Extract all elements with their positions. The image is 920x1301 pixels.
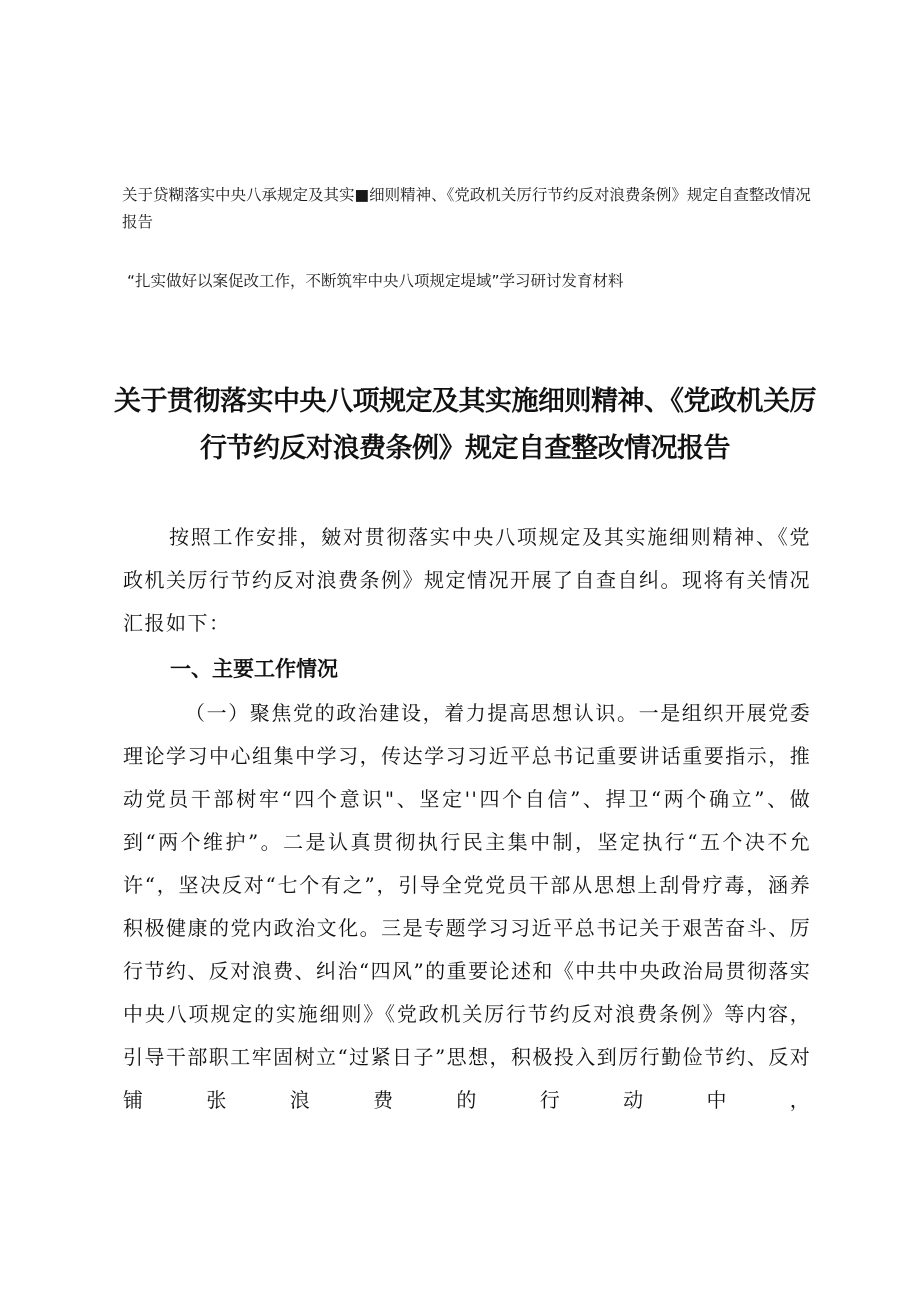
intro-paragraph: 按照工作安排，皴对贯彻落实中央八项规定及其实施细则精神、《党政机关厉行节约反对浪费条例》规定情况开展了自查自纠。现将有关情况汇报如下： <box>123 525 811 635</box>
document-title: 关于贯彻落实中央八项规定及其实施细则精神、《党政机关厉行节约反对浪费条例》规定自查整改情况报告 <box>114 386 816 464</box>
subsection-paragraph-political-construction: （一）聚焦党的政治建设，着力提高思想认识。一是组织开展党委理论学习中心组集中学习，传达学习习近平总书记重要讲话重要指示，推动党员干部树牢“四个意识"、坚定''四个自信”、捍卫“两个确立”、做到“两个维护”。二是认真贯彻执行民主集中制，坚定执行“五个决不允许“，坚决反对“七个有之”，引导全党党员干部从思想上刮骨疗毒，涵养积极健康的党内政治文化。三是专题学习习近平总书记关于艰苦奋斗、厉行节约、反对浪费、纠治“四风”的重要论述和《中共中央政治局贯彻落实中央八项规定的实施细则》《党政机关厉行节约反对浪费条例》等内容，引导干部职工牢固树立“过紧日子”思想，积极投入到厉行勤俭节约、反对铺张浪费的行动中， <box>123 701 811 1112</box>
toc-entry-study-material: “扎实做好以案促改工作，不断筑牢中央八项规定堤域”学习研讨发育材料 <box>127 272 624 290</box>
section-heading-main-work: 一、主要工作情况 <box>170 657 338 681</box>
toc-entry-self-inspection-report: 关于贷糊落实中央八承规定及其实■细则精神、《党政机关厉行节约反对浪费条例》规定自查整改情况报告 <box>122 186 811 231</box>
